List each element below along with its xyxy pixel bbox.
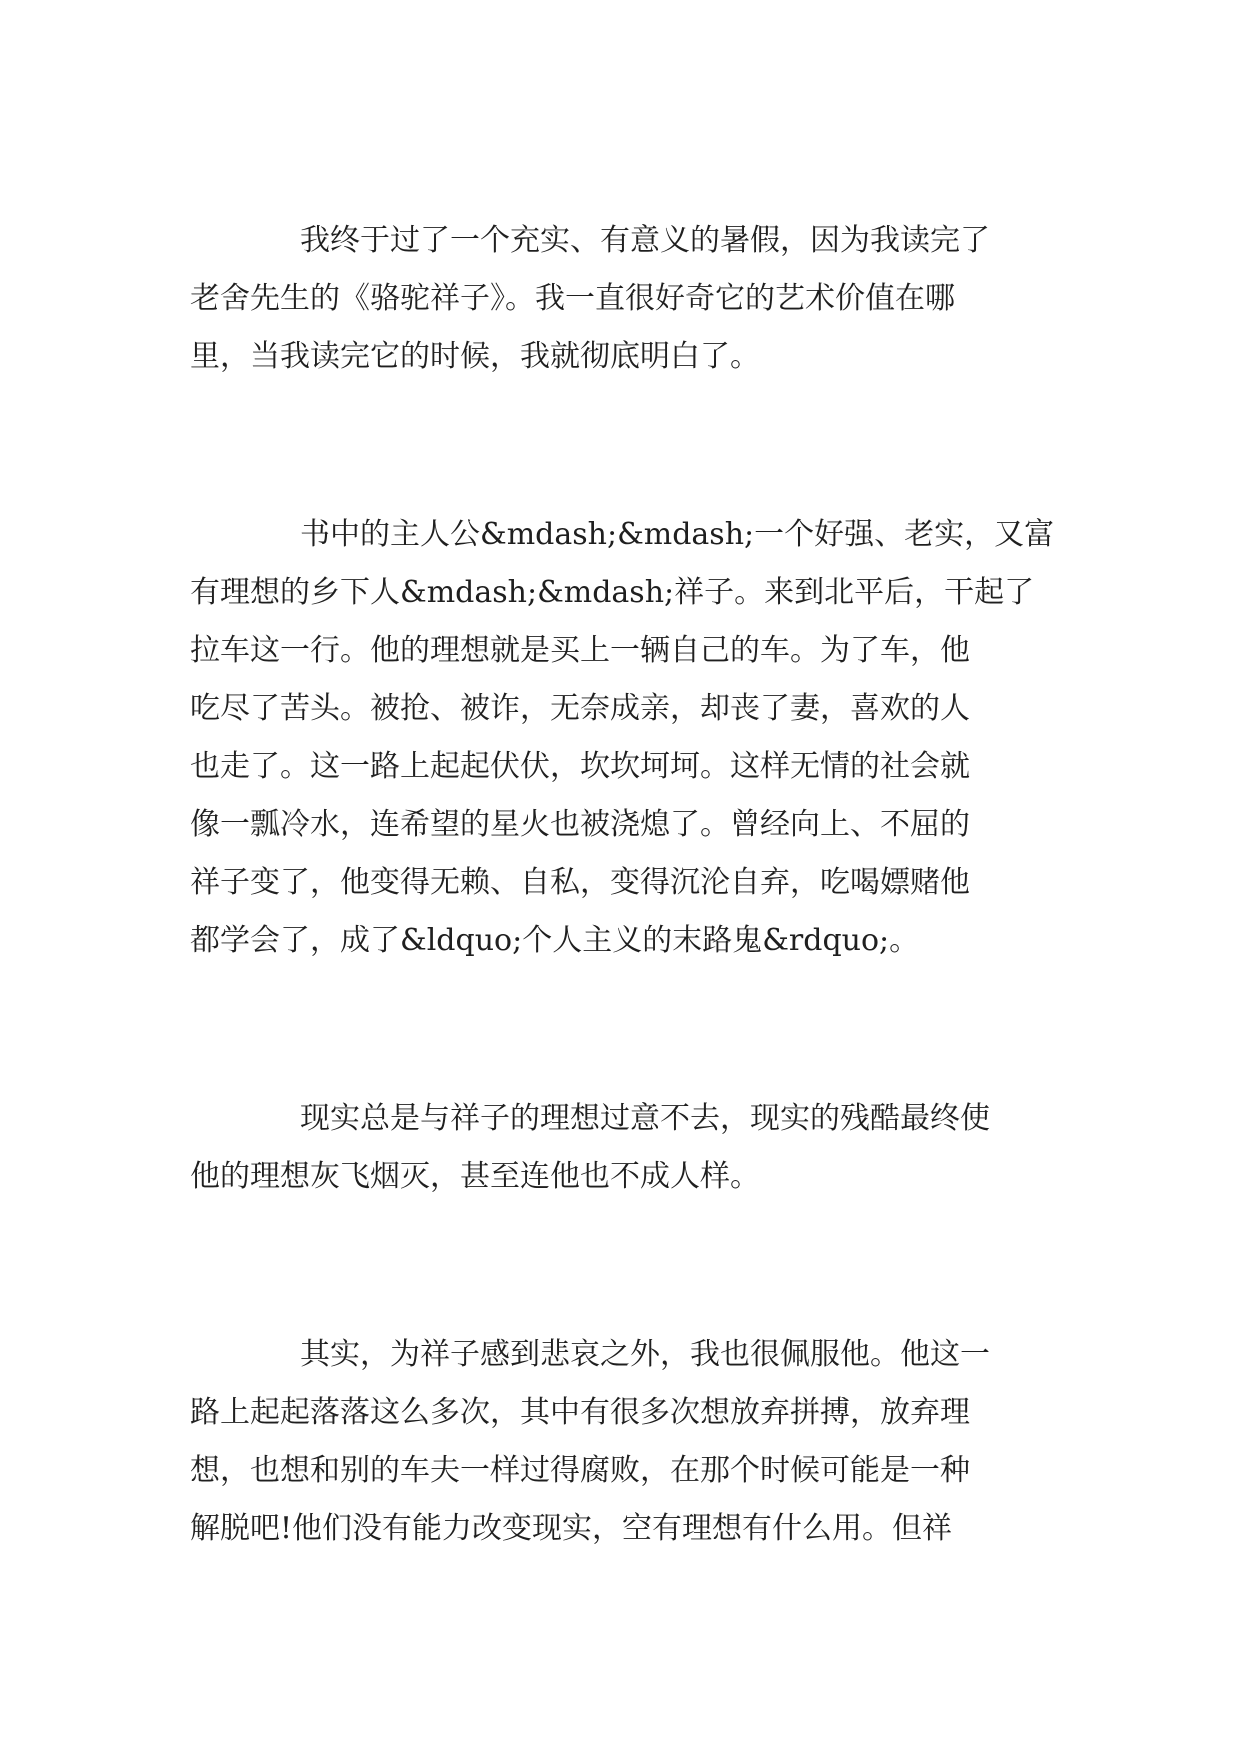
paragraph-4-line-2: 路上起起落落这么多次，其中有很多次想放弃拼搏，放弃理 [190, 1395, 970, 1430]
paragraph-1-line-3: 里，当我读完它的时候，我就彻底明白了。 [190, 339, 760, 374]
paragraph-2-line-2: 有理想的乡下人&mdash;&mdash;祥子。来到北平后，干起了 [190, 575, 1035, 610]
paragraph-2-line-3: 拉车这一行。他的理想就是买上一辆自己的车。为了车，他 [190, 633, 970, 668]
paragraph-2-line-4: 吃尽了苦头。被抢、被诈，无奈成亲，却丧了妻，喜欢的人 [190, 691, 970, 726]
paragraph-3-line-1: 现实总是与祥子的理想过意不去，现实的残酷最终使 [300, 1101, 990, 1136]
paragraph-2-line-5: 也走了。这一路上起起伏伏，坎坎坷坷。这样无情的社会就 [190, 749, 970, 784]
paragraph-1-line-2: 老舍先生的《骆驼祥子》。我一直很好奇它的艺术价值在哪 [190, 281, 955, 316]
paragraph-4-line-4: 解脱吧!他们没有能力改变现实，空有理想有什么用。但祥 [190, 1511, 953, 1546]
paragraph-1-line-1: 我终于过了一个充实、有意义的暑假，因为我读完了 [300, 223, 990, 258]
paragraph-4-line-3: 想，也想和别的车夫一样过得腐败，在那个时候可能是一种 [190, 1453, 970, 1488]
paragraph-2-line-7: 祥子变了，他变得无赖、自私，变得沉沦自弃，吃喝嫖赌他 [190, 865, 970, 900]
paragraph-2-line-6: 像一瓢冷水，连希望的星火也被浇熄了。曾经向上、不屈的 [190, 807, 970, 842]
paragraph-2-line-1: 书中的主人公&mdash;&mdash;一个好强、老实，又富 [300, 517, 1055, 552]
paragraph-3-line-2: 他的理想灰飞烟灭，甚至连他也不成人样。 [190, 1159, 760, 1194]
paragraph-2-line-8: 都学会了，成了&ldquo;个人主义的末路鬼&rdquo;。 [190, 923, 920, 958]
paragraph-4-line-1: 其实，为祥子感到悲哀之外，我也很佩服他。他这一 [300, 1337, 990, 1372]
